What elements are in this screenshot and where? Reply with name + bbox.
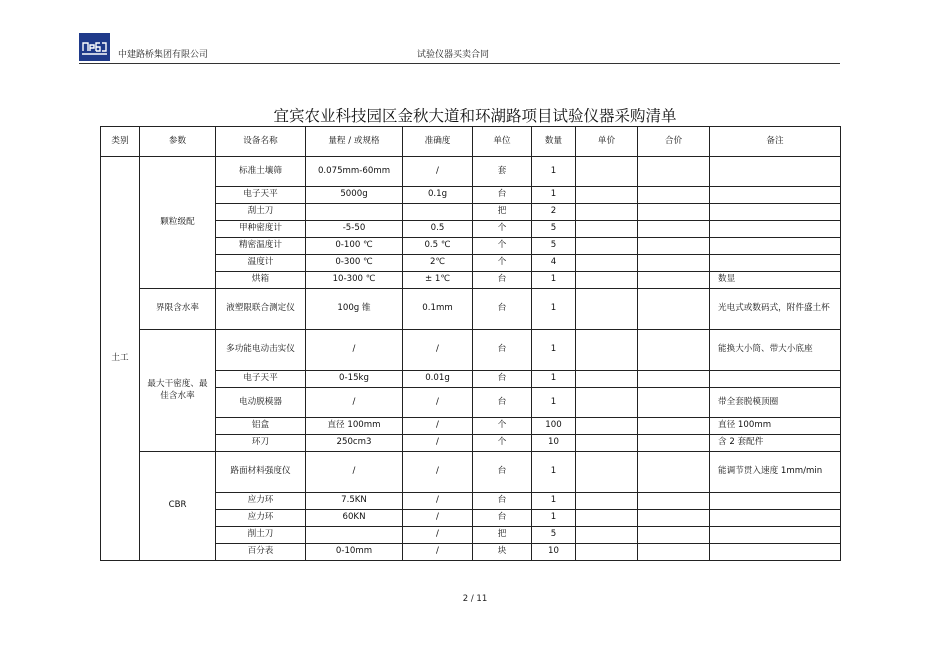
unit-price-cell <box>576 221 638 238</box>
note-cell <box>710 510 841 527</box>
note-cell <box>710 238 841 255</box>
accuracy-cell <box>403 204 473 221</box>
unit-price-cell <box>576 388 638 418</box>
unit-cell: 台 <box>473 330 532 371</box>
unit-price-cell <box>576 435 638 452</box>
range-cell: 0.075mm-60mm <box>306 157 403 187</box>
note-cell <box>710 255 841 272</box>
note-cell: 直径 100mm <box>710 418 841 435</box>
note-cell <box>710 493 841 510</box>
range-cell: 5000g <box>306 187 403 204</box>
note-cell <box>710 187 841 204</box>
unit-price-cell <box>576 493 638 510</box>
accuracy-cell: ± 1℃ <box>403 272 473 289</box>
unit-price-cell <box>576 371 638 388</box>
procurement-table <box>100 126 841 561</box>
equipment-name-cell: 电动脱模器 <box>216 388 306 418</box>
total-price-cell <box>638 544 710 561</box>
total-price-cell <box>638 330 710 371</box>
unit-cell: 台 <box>473 187 532 204</box>
unit-price-cell <box>576 330 638 371</box>
equipment-name-cell: 烘箱 <box>216 272 306 289</box>
unit-cell: 个 <box>473 418 532 435</box>
note-cell <box>710 221 841 238</box>
unit-cell: 台 <box>473 388 532 418</box>
unit-price-cell <box>576 510 638 527</box>
total-price-cell <box>638 157 710 187</box>
equipment-name-cell: 削土刀 <box>216 527 306 544</box>
quantity-cell: 1 <box>532 388 576 418</box>
total-price-cell <box>638 289 710 330</box>
range-cell <box>306 527 403 544</box>
accuracy-cell: / <box>403 418 473 435</box>
note-cell <box>710 544 841 561</box>
accuracy-cell: 0.5 <box>403 221 473 238</box>
table-row <box>101 157 841 187</box>
unit-cell: 块 <box>473 544 532 561</box>
equipment-name-cell: 电子天平 <box>216 187 306 204</box>
range-cell: 10-300 ℃ <box>306 272 403 289</box>
column-header: 单位 <box>473 127 532 157</box>
table-row <box>101 330 841 371</box>
column-header: 设备名称 <box>216 127 306 157</box>
total-price-cell <box>638 255 710 272</box>
unit-cell: 台 <box>473 289 532 330</box>
unit-cell: 台 <box>473 493 532 510</box>
quantity-cell: 10 <box>532 435 576 452</box>
accuracy-cell: 2℃ <box>403 255 473 272</box>
total-price-cell <box>638 272 710 289</box>
logo-mark-icon <box>79 33 110 61</box>
quantity-cell: 10 <box>532 544 576 561</box>
unit-price-cell <box>576 544 638 561</box>
accuracy-cell: 0.1mm <box>403 289 473 330</box>
equipment-name-cell: 温度计 <box>216 255 306 272</box>
accuracy-cell: 0.01g <box>403 371 473 388</box>
equipment-name-cell: 标准土壤筛 <box>216 157 306 187</box>
column-header: 数量 <box>532 127 576 157</box>
header-divider <box>79 63 840 64</box>
quantity-cell: 1 <box>532 510 576 527</box>
quantity-cell: 4 <box>532 255 576 272</box>
parameter-cell: 界限含水率 <box>140 289 216 330</box>
unit-price-cell <box>576 187 638 204</box>
quantity-cell: 1 <box>532 452 576 493</box>
column-header: 量程 / 或规格 <box>306 127 403 157</box>
equipment-name-cell: 多功能电动击实仪 <box>216 330 306 371</box>
table-row <box>101 289 841 330</box>
unit-price-cell <box>576 204 638 221</box>
category-cell: 土工 <box>101 157 140 561</box>
note-cell: 能换大小筒、带大小底座 <box>710 330 841 371</box>
note-cell <box>710 527 841 544</box>
accuracy-cell: / <box>403 330 473 371</box>
total-price-cell <box>638 388 710 418</box>
accuracy-cell: 0.1g <box>403 187 473 204</box>
document-header-title: 试验仪器买卖合同 <box>417 50 490 60</box>
company-name: 中建路桥集团有限公司 <box>118 50 209 60</box>
accuracy-cell: / <box>403 452 473 493</box>
quantity-cell: 5 <box>532 238 576 255</box>
unit-cell: 把 <box>473 527 532 544</box>
range-cell: -5-50 <box>306 221 403 238</box>
equipment-name-cell: 刮土刀 <box>216 204 306 221</box>
equipment-name-cell: 电子天平 <box>216 371 306 388</box>
parameter-cell: CBR <box>140 452 216 561</box>
note-cell: 数显 <box>710 272 841 289</box>
total-price-cell <box>638 452 710 493</box>
range-cell: 250cm3 <box>306 435 403 452</box>
total-price-cell <box>638 435 710 452</box>
accuracy-cell: / <box>403 510 473 527</box>
range-cell: 60KN <box>306 510 403 527</box>
range-cell: 0-10mm <box>306 544 403 561</box>
total-price-cell <box>638 527 710 544</box>
company-logo <box>79 33 110 61</box>
equipment-name-cell: 应力环 <box>216 510 306 527</box>
total-price-cell <box>638 221 710 238</box>
note-cell: 光电式或数码式，附件盛土杯 <box>710 289 841 330</box>
range-cell: 0-300 ℃ <box>306 255 403 272</box>
unit-cell: 个 <box>473 221 532 238</box>
page-number: 2 / 11 <box>462 594 488 604</box>
total-price-cell <box>638 187 710 204</box>
column-header: 参数 <box>140 127 216 157</box>
unit-price-cell <box>576 157 638 187</box>
equipment-name-cell: 精密温度计 <box>216 238 306 255</box>
unit-price-cell <box>576 289 638 330</box>
unit-cell: 个 <box>473 435 532 452</box>
unit-cell: 台 <box>473 371 532 388</box>
equipment-name-cell: 甲种密度计 <box>216 221 306 238</box>
table-header-row <box>101 127 841 157</box>
range-cell: / <box>306 330 403 371</box>
accuracy-cell: / <box>403 157 473 187</box>
column-header: 准确度 <box>403 127 473 157</box>
total-price-cell <box>638 238 710 255</box>
quantity-cell: 2 <box>532 204 576 221</box>
equipment-name-cell: 液塑限联合测定仪 <box>216 289 306 330</box>
range-cell: / <box>306 388 403 418</box>
total-price-cell <box>638 204 710 221</box>
quantity-cell: 1 <box>532 493 576 510</box>
total-price-cell <box>638 510 710 527</box>
note-cell: 能调节贯入速度 1mm/min <box>710 452 841 493</box>
note-cell <box>710 157 841 187</box>
quantity-cell: 5 <box>532 527 576 544</box>
equipment-name-cell: 路面材料强度仪 <box>216 452 306 493</box>
unit-price-cell <box>576 238 638 255</box>
table-row <box>101 452 841 493</box>
accuracy-cell: / <box>403 493 473 510</box>
quantity-cell: 1 <box>532 272 576 289</box>
unit-cell: 套 <box>473 157 532 187</box>
range-cell: 0-100 ℃ <box>306 238 403 255</box>
unit-cell: 个 <box>473 238 532 255</box>
quantity-cell: 5 <box>532 221 576 238</box>
note-cell <box>710 371 841 388</box>
parameter-cell: 最大干密度、最佳含水率 <box>140 330 216 452</box>
total-price-cell <box>638 418 710 435</box>
note-cell <box>710 204 841 221</box>
unit-cell: 台 <box>473 510 532 527</box>
page-title: 宜宾农业科技园区金秋大道和环湖路项目试验仪器采购清单 <box>273 107 677 125</box>
unit-cell: 台 <box>473 272 532 289</box>
total-price-cell <box>638 371 710 388</box>
accuracy-cell: / <box>403 435 473 452</box>
note-cell: 带全套脱模顶圈 <box>710 388 841 418</box>
unit-cell: 台 <box>473 452 532 493</box>
quantity-cell: 1 <box>532 157 576 187</box>
unit-price-cell <box>576 527 638 544</box>
equipment-name-cell: 铝盒 <box>216 418 306 435</box>
equipment-name-cell: 应力环 <box>216 493 306 510</box>
note-cell: 含 2 套配件 <box>710 435 841 452</box>
column-header: 单价 <box>576 127 638 157</box>
accuracy-cell: / <box>403 388 473 418</box>
quantity-cell: 1 <box>532 289 576 330</box>
column-header: 合价 <box>638 127 710 157</box>
accuracy-cell: / <box>403 527 473 544</box>
unit-price-cell <box>576 418 638 435</box>
unit-cell: 个 <box>473 255 532 272</box>
quantity-cell: 100 <box>532 418 576 435</box>
equipment-name-cell: 环刀 <box>216 435 306 452</box>
parameter-cell: 颗粒级配 <box>140 157 216 289</box>
unit-price-cell <box>576 452 638 493</box>
quantity-cell: 1 <box>532 330 576 371</box>
range-cell <box>306 204 403 221</box>
total-price-cell <box>638 493 710 510</box>
column-header: 类别 <box>101 127 140 157</box>
range-cell: 直径 100mm <box>306 418 403 435</box>
unit-price-cell <box>576 272 638 289</box>
range-cell: / <box>306 452 403 493</box>
range-cell: 100g 锥 <box>306 289 403 330</box>
range-cell: 7.5KN <box>306 493 403 510</box>
equipment-name-cell: 百分表 <box>216 544 306 561</box>
unit-cell: 把 <box>473 204 532 221</box>
accuracy-cell: / <box>403 544 473 561</box>
accuracy-cell: 0.5 ℃ <box>403 238 473 255</box>
quantity-cell: 1 <box>532 187 576 204</box>
range-cell: 0-15kg <box>306 371 403 388</box>
unit-price-cell <box>576 255 638 272</box>
quantity-cell: 1 <box>532 371 576 388</box>
column-header: 备注 <box>710 127 841 157</box>
